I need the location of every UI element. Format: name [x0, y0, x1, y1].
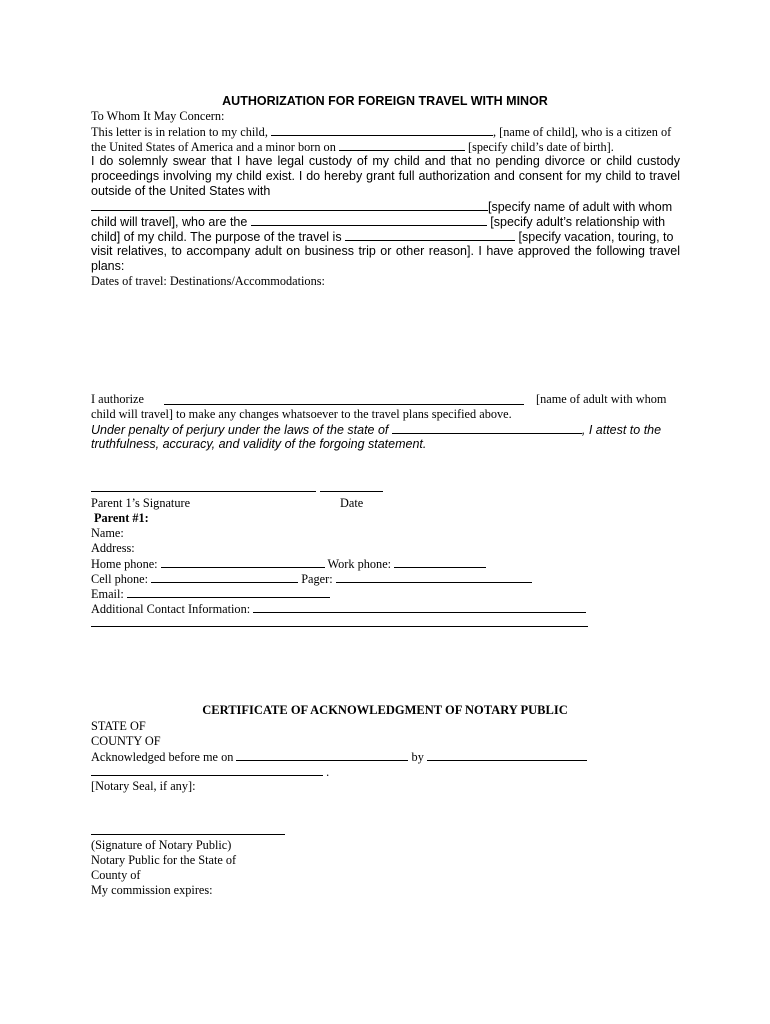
custody-line-7: visit relatives, to accompany adult on business trip or other reason]. I have approved the following travel — [91, 244, 680, 258]
parent-signature-label: Parent 1’s Signature — [91, 496, 191, 510]
email-field[interactable] — [127, 586, 330, 598]
child-dob-field[interactable] — [339, 139, 465, 151]
additional-contact-field[interactable] — [253, 601, 586, 613]
signature-date-label: Date — [340, 496, 364, 510]
notary-state-label: STATE OF — [91, 719, 146, 733]
parent-heading: Parent #1: — [94, 511, 149, 525]
notary-public-county-label: County of — [91, 868, 141, 882]
commission-expires-label: My commission expires: — [91, 883, 213, 897]
parent-signature-line[interactable] — [91, 491, 316, 492]
authorize-text-b: [name of adult with whom — [536, 392, 667, 406]
pager-label: Pager: — [298, 572, 336, 586]
signature-date-line[interactable] — [320, 491, 383, 492]
email-line — [91, 586, 330, 602]
parent-address-label: Address: — [91, 541, 135, 555]
pager-field[interactable] — [336, 571, 532, 583]
custody-l5a-text: child will travel], who are the — [91, 215, 251, 229]
custody-line-2: proceedings involving my child exist. I do hereby grant full authorization and consent for my child to travel — [91, 169, 680, 183]
acknowledged-name-field[interactable] — [91, 764, 323, 776]
salutation: To Whom It May Concern: — [91, 109, 225, 123]
custody-l6a-text: child] of my child. The purpose of the travel is — [91, 230, 346, 244]
relation-text-b: , [name of child], who is a citizen of — [492, 125, 672, 139]
phone-line — [91, 556, 486, 572]
relationship-field[interactable] — [251, 214, 487, 226]
state-field[interactable] — [392, 422, 582, 434]
home-phone-label: Home phone: — [91, 557, 161, 571]
custody-l4-text: [specify name of adult with whom — [488, 200, 673, 214]
adult-name-field[interactable] — [91, 199, 488, 211]
notary-title: CERTIFICATE OF ACKNOWLEDGMENT OF NOTARY PUBLIC — [202, 703, 568, 717]
custody-l6b-text: [specify vacation, touring, to — [515, 230, 674, 244]
perjury-text-a: Under penalty of perjury under the laws of the state of — [91, 423, 392, 437]
custody-line-6 — [91, 229, 673, 245]
dates-destinations-label: Dates of travel: Destinations/Accommodations: — [91, 274, 325, 288]
parent-name-label: Name: — [91, 526, 124, 540]
acknowledged-line — [91, 749, 587, 765]
relation-line-2 — [91, 139, 614, 155]
home-phone-field[interactable] — [161, 556, 325, 568]
perjury-text-b: , I attest to the — [581, 423, 662, 437]
work-phone-field[interactable] — [394, 556, 486, 568]
notary-public-state-label: Notary Public for the State of — [91, 853, 237, 867]
custody-line-8: plans: — [91, 259, 125, 273]
acknowledged-by-field[interactable] — [427, 749, 587, 761]
acknowledged-label: Acknowledged before me on — [91, 750, 237, 764]
relation-line-1 — [91, 124, 671, 140]
authorized-adult-field[interactable] — [164, 404, 524, 405]
travel-purpose-field[interactable] — [345, 229, 515, 241]
custody-l5b-text: [specify adult’s relationship with — [486, 215, 666, 229]
custody-line-5 — [91, 214, 665, 230]
cell-phone-field[interactable] — [151, 571, 298, 583]
notary-seal-label: [Notary Seal, if any]: — [91, 779, 196, 793]
custody-line-1: I do solemnly swear that I have legal custody of my child and that no pending divorce or child custody — [91, 154, 680, 168]
relation-text-a: This letter is in relation to my child, — [91, 125, 271, 139]
acknowledged-date-field[interactable] — [236, 749, 408, 761]
authorize-text-c: child will travel] to make any changes whatsoever to the travel plans specified above. — [91, 407, 512, 421]
custody-line-3: outside of the United States with — [91, 184, 271, 198]
child-name-field[interactable] — [271, 124, 493, 136]
additional-contact-label: Additional Contact Information: — [91, 602, 254, 616]
cell-phone-label: Cell phone: — [91, 572, 152, 586]
authorize-label: I authorize — [91, 392, 144, 406]
notary-signature-line[interactable] — [91, 834, 285, 835]
additional-contact-line — [91, 601, 586, 617]
email-label: Email: — [91, 587, 127, 601]
additional-contact-line-2[interactable] — [91, 626, 588, 627]
relation-text-d: [specify child’s date of birth]. — [464, 140, 614, 154]
acknowledged-line-2 — [91, 764, 329, 780]
notary-county-label: COUNTY OF — [91, 734, 161, 748]
relation-text-c: the United States of America and a minor born on — [91, 140, 339, 154]
document-title: AUTHORIZATION FOR FOREIGN TRAVEL WITH MINOR — [222, 94, 548, 108]
perjury-line-2: truthfulness, accuracy, and validity of the forgoing statement. — [91, 437, 427, 451]
notary-signature-label: (Signature of Notary Public) — [91, 838, 232, 852]
acknowledged-by-label: by — [408, 750, 427, 764]
work-phone-label: Work phone: — [324, 557, 395, 571]
cell-pager-line — [91, 571, 532, 587]
perjury-line-1 — [91, 422, 661, 438]
custody-line-4 — [91, 199, 672, 215]
acknowledged-dot: . — [323, 765, 330, 779]
